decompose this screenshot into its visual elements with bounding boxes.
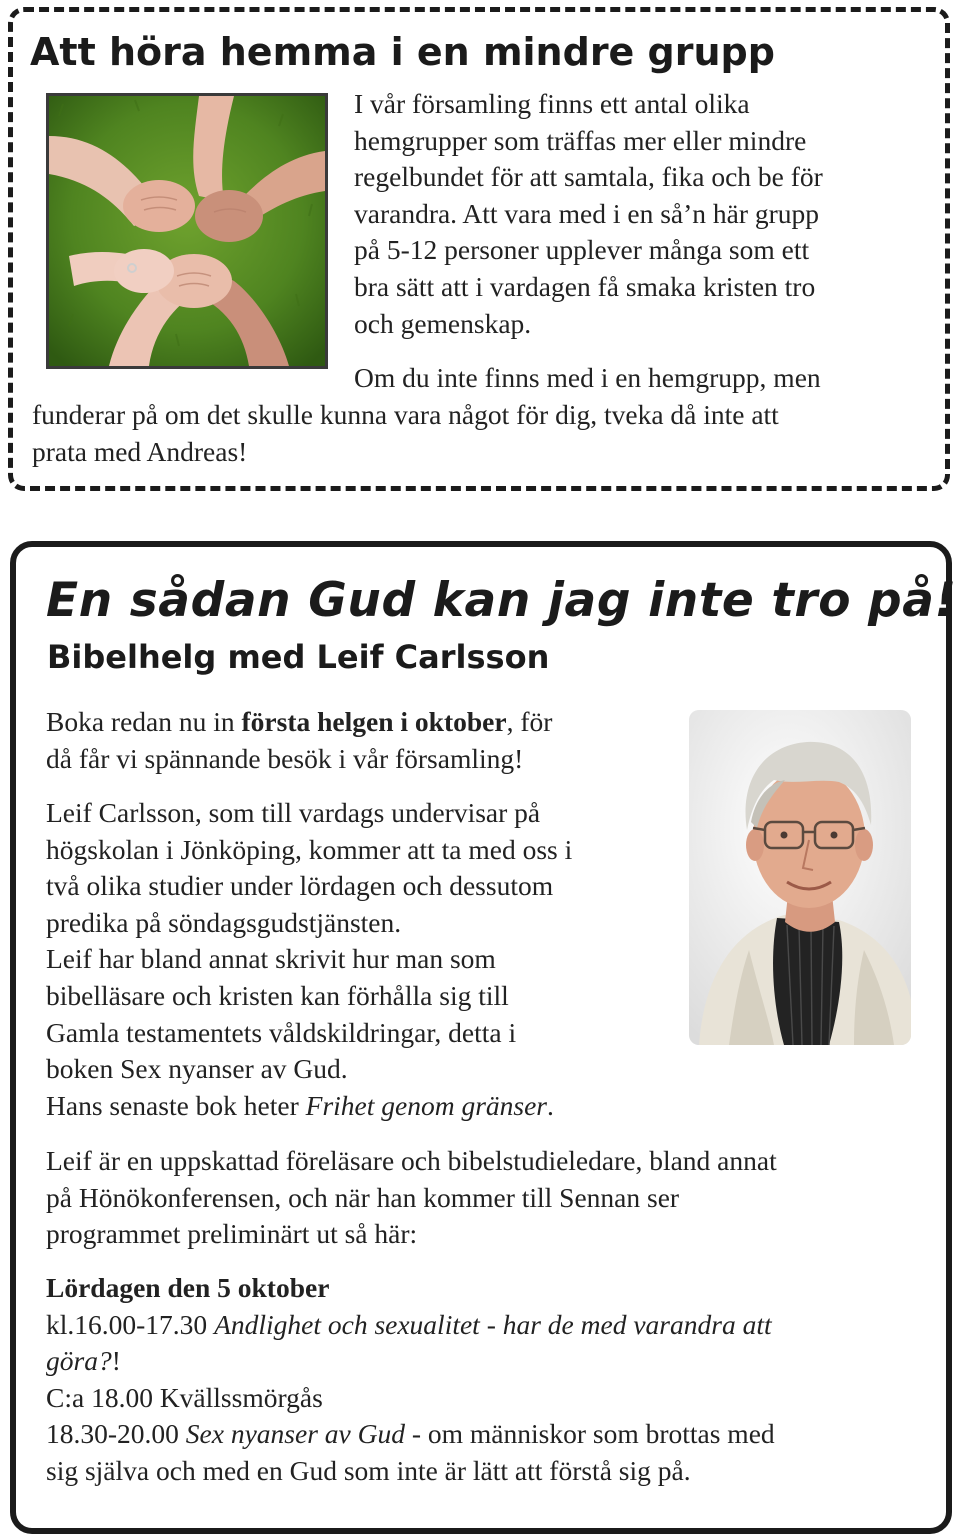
hemgrupp-invite (32, 397, 779, 470)
hands-photo (46, 93, 328, 369)
text-line: på 5-12 personer upplever många som ett (354, 234, 810, 266)
latest-book-title: Frihet genom gränser (305, 1089, 548, 1121)
booking-paragraph (46, 704, 552, 777)
hemgrupp-invite-first-line: Om du inte finns med i en hemgrupp, men (354, 362, 821, 393)
program-item-time: 18.30-20.00 (46, 1418, 186, 1450)
latest-book-before: Hans senaste bok heter (46, 1089, 306, 1121)
text-line: regelbundet för att samtala, fika och be för (354, 161, 823, 193)
text-line: Leif Carlsson, som till vardags undervisar på (46, 797, 541, 828)
speaker-portrait (689, 710, 911, 1045)
program-item-end: ! (111, 1345, 121, 1377)
text-line: två olika studier under lördagen och dessutom (46, 870, 554, 902)
text-line: då får vi spännande besök i vår församling! (46, 742, 524, 774)
text-line: och gemenskap. (354, 307, 532, 339)
program-day (46, 1270, 775, 1307)
program-item-time: kl.16.00-17.30 (46, 1308, 215, 1340)
program-item (46, 1307, 775, 1344)
event-title: En sådan Gud kan jag inte tro på! (46, 573, 957, 628)
text-line: I vår församling finns ett antal olika (354, 88, 750, 119)
text-line: bibelläsare och kristen kan förhålla sig till (46, 979, 509, 1011)
text-line: funderar på om det skulle kunna vara något för dig, tveka då inte att (32, 399, 779, 430)
text-line: på Hönökonferensen, och när han kommer till Sennan ser (46, 1181, 680, 1213)
text-line: programmet preliminärt ut så här: (46, 1218, 418, 1250)
text-line: högskolan i Jönköping, kommer att ta med oss i (46, 833, 573, 865)
program-item-title: Andlighet och sexualitet - har de med varandra att (214, 1308, 772, 1340)
program-item-title-cont: göra? (46, 1345, 112, 1377)
text-line (46, 1088, 572, 1125)
text-line: boken Sex nyanser av Gud. (46, 1053, 348, 1085)
text-line: Leif är en uppskattad föreläsare och bibelstudieledare, bland annat (46, 1145, 777, 1176)
hemgrupp-intro (354, 86, 823, 342)
program-item-title: Sex nyanser av Gud (185, 1418, 405, 1450)
booking-after: , för (506, 706, 553, 737)
text-line: Leif har bland annat skrivit hur man som (46, 943, 496, 975)
program-item-cont: sig själva och med en Gud som inte är lätt att förstå sig på. (46, 1454, 691, 1486)
booking-before: Boka redan nu in (46, 706, 242, 737)
program-day-label: Lördagen den 5 oktober (46, 1272, 330, 1303)
program-item-desc: - om människor som brottas med (404, 1418, 775, 1450)
latest-book-after: . (547, 1089, 554, 1121)
program-schedule (46, 1270, 775, 1490)
program-intro (46, 1143, 777, 1253)
program-item-cont (46, 1343, 775, 1380)
booking-date: första helgen i oktober (241, 706, 507, 737)
text-line: prata med Andreas! (32, 435, 248, 467)
text-line: hemgrupper som träffas mer eller mindre (354, 124, 807, 156)
program-item: C:a 18.00 Kvällssmörgås (46, 1381, 323, 1413)
text-line: varandra. Att vara med i en så’n här grupp (354, 197, 820, 229)
text-line: Gamla testamentets våldskildringar, detta i (46, 1016, 517, 1048)
about-paragraph (46, 795, 572, 1124)
text-line: bra sätt att i vardagen få smaka kristen tro (354, 270, 816, 302)
program-item (46, 1416, 775, 1453)
hemgrupp-title: Att höra hemma i en mindre grupp (30, 30, 775, 74)
event-subtitle: Bibelhelg med Leif Carlsson (47, 638, 550, 676)
text-line: predika på söndagsgudstjänsten. (46, 906, 402, 938)
text-line (46, 704, 552, 741)
